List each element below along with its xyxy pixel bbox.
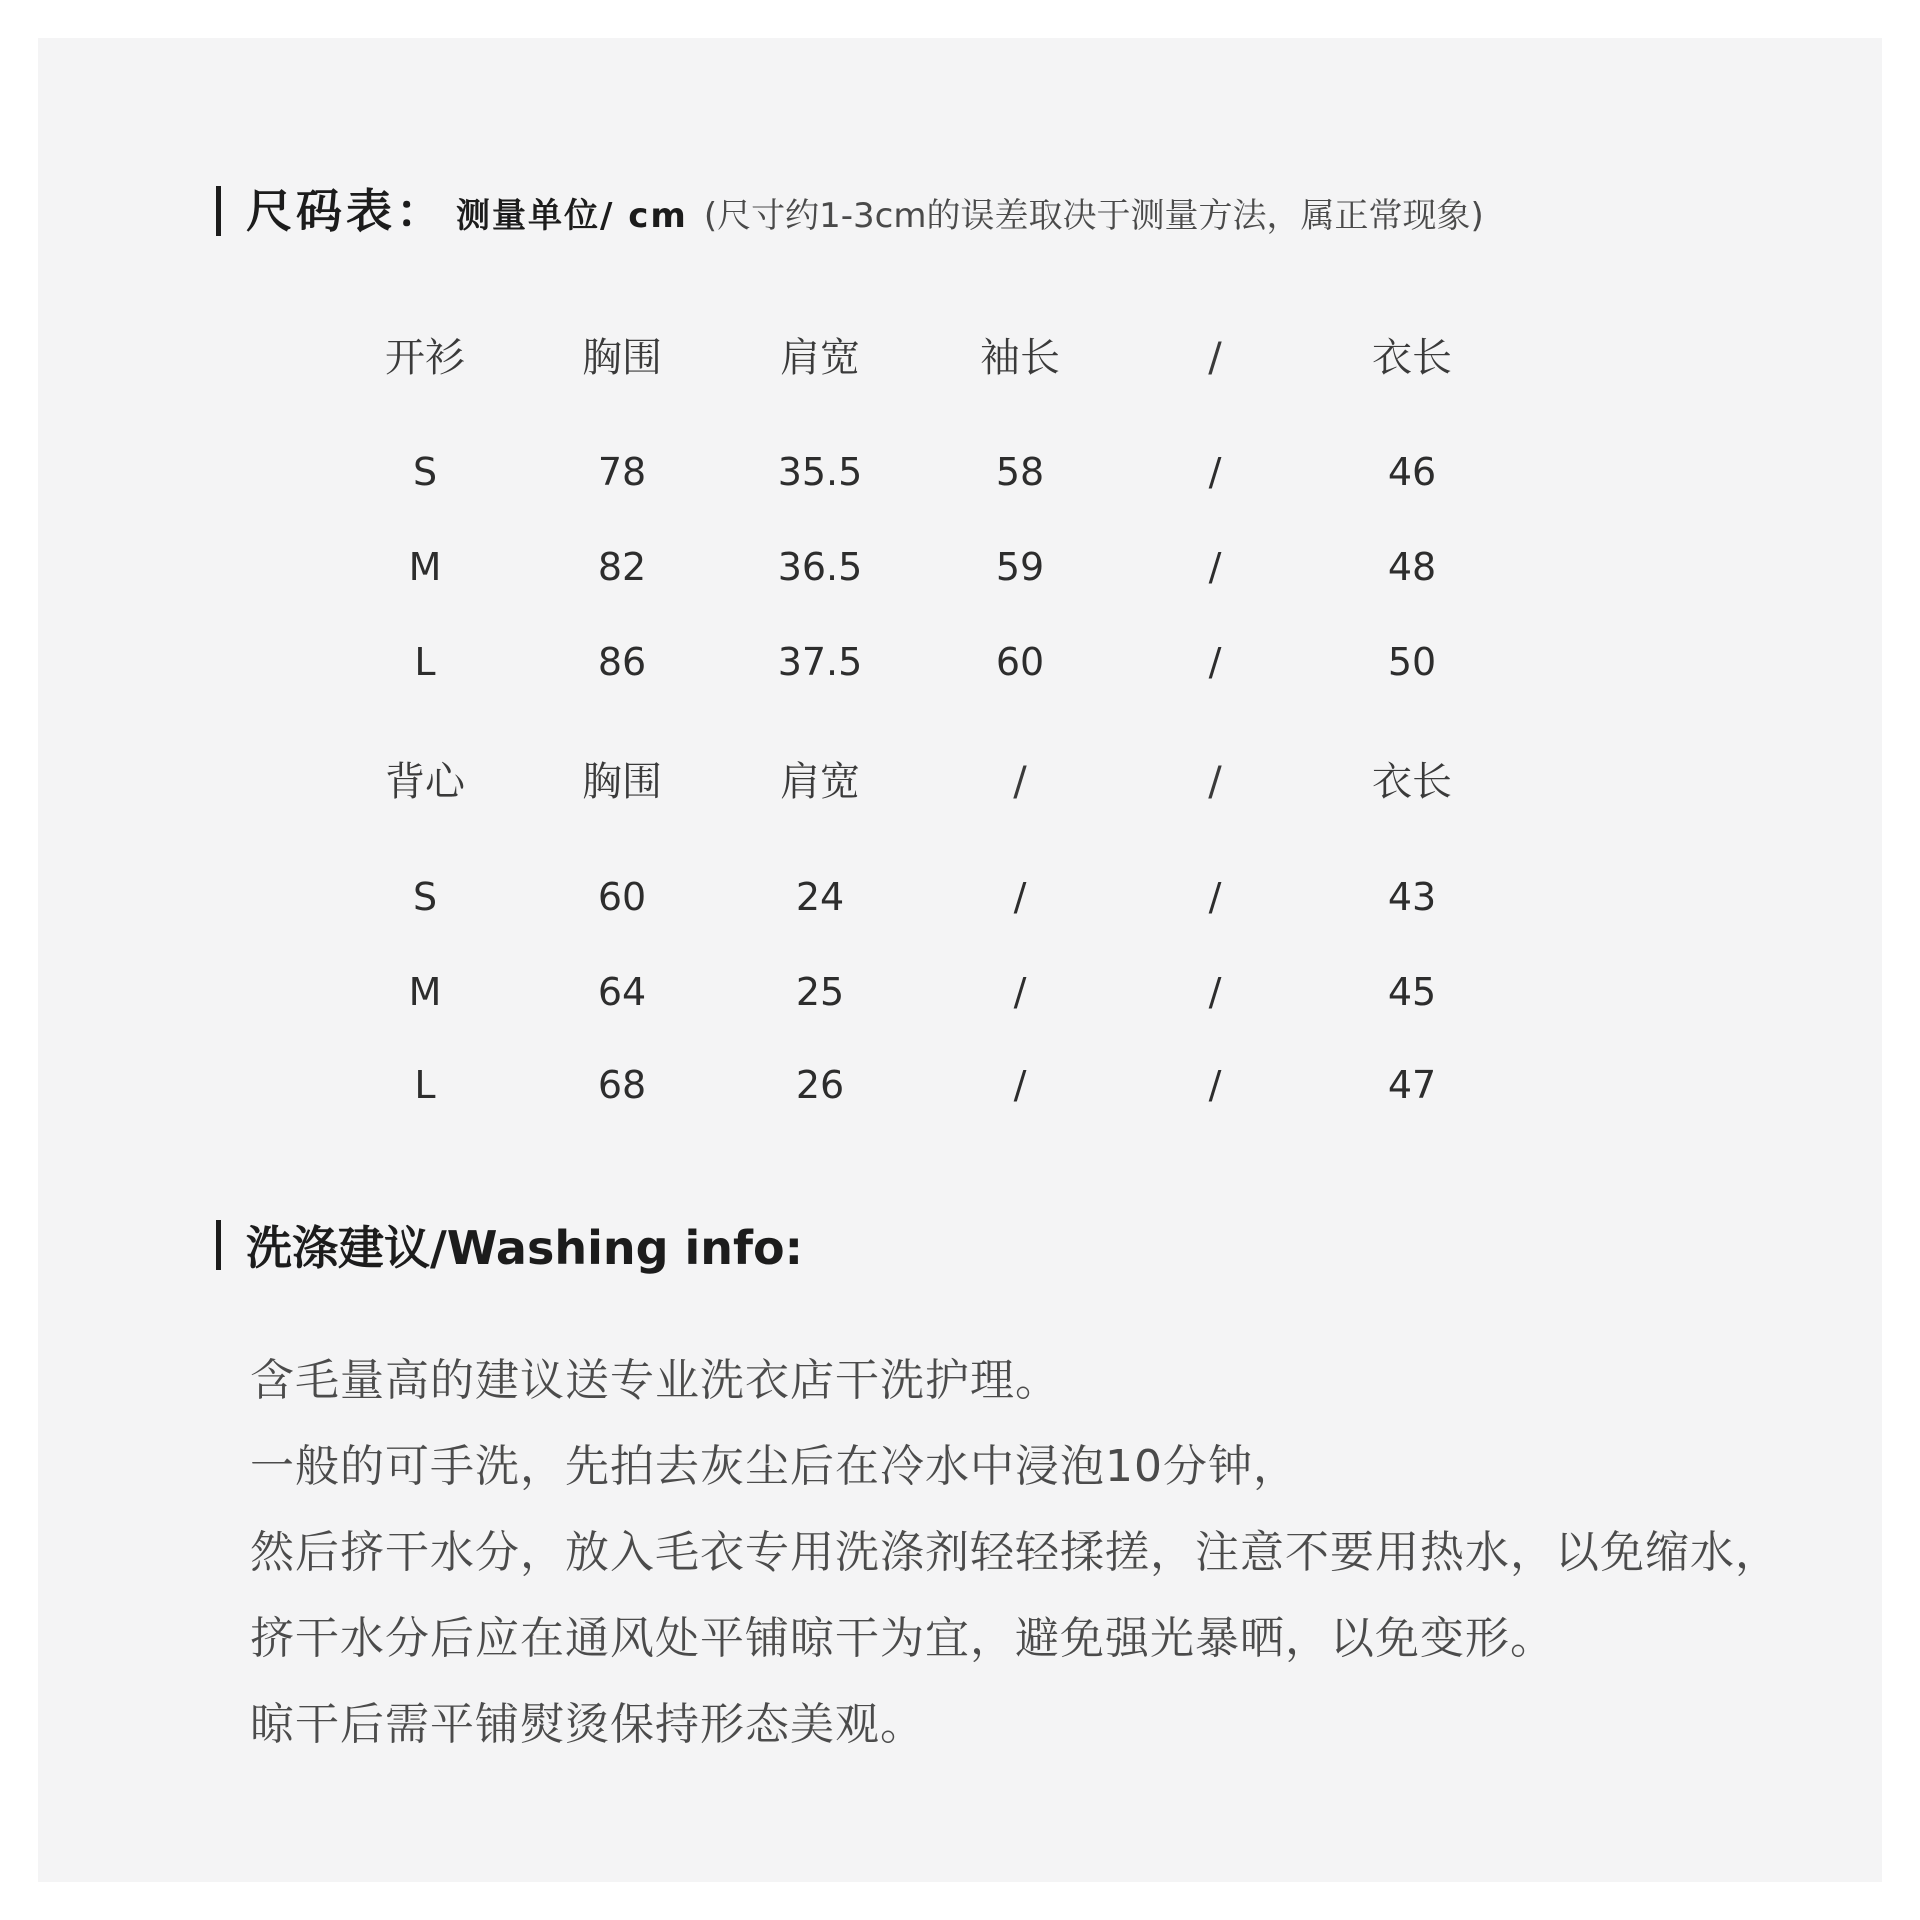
table-header-cell: 衣长 [1372, 759, 1452, 805]
table-cell: 35.5 [777, 450, 863, 494]
table-cell: 37.5 [777, 640, 863, 684]
table-cell: / [1208, 640, 1222, 684]
table-cell: 48 [1387, 545, 1437, 589]
table-cell: 43 [1387, 875, 1437, 919]
table-header-cell: 肩宽 [780, 335, 860, 381]
table-cell: 64 [597, 970, 647, 1014]
table-cell: 82 [597, 545, 647, 589]
table-cell: 47 [1387, 1063, 1437, 1107]
table-cell: M [408, 970, 442, 1014]
table-cell: 24 [795, 875, 845, 919]
table-cell: L [414, 640, 436, 684]
table-cell: / [1208, 1063, 1222, 1107]
size-chart-title: 尺码表： [246, 184, 446, 238]
table-cell: S [412, 875, 438, 919]
table-cell: 60 [995, 640, 1045, 684]
table-cell: / [1013, 1063, 1027, 1107]
table-cell: 36.5 [777, 545, 863, 589]
table-header-cell: 袖长 [980, 335, 1060, 381]
table-cell: M [408, 545, 442, 589]
table-header-cell: 胸围 [582, 759, 662, 805]
washing-line: 含毛量高的建议送专业洗衣店干洗护理。 [250, 1355, 1060, 1406]
table-cell: 45 [1387, 970, 1437, 1014]
table-header-cell: / [1208, 759, 1222, 805]
table-header-cell: 肩宽 [780, 759, 860, 805]
table-cell: 50 [1387, 640, 1437, 684]
table-cell: / [1208, 970, 1222, 1014]
table-header-cell: / [1208, 335, 1222, 381]
table-header-cell: 开衫 [385, 335, 465, 381]
table-cell: 58 [995, 450, 1045, 494]
table-header-cell: / [1013, 759, 1027, 805]
washing-title: 洗涤建议/Washing info: [246, 1221, 804, 1275]
table-cell: 25 [795, 970, 845, 1014]
washing-instructions [250, 1338, 1780, 1768]
table-cell: / [1208, 450, 1222, 494]
table-cell: / [1013, 875, 1027, 919]
table-cell: 26 [795, 1063, 845, 1107]
table-cell: 86 [597, 640, 647, 684]
size-chart-note: (尺寸约1-3cm的误差取决于测量方法，属正常现象) [703, 196, 1484, 236]
table-header-cell: 胸围 [582, 335, 662, 381]
table-cell: 60 [597, 875, 647, 919]
table-header-cell: 衣长 [1372, 335, 1452, 381]
size-chart-unit: 测量单位/ cm [456, 196, 688, 236]
washing-line: 一般的可手洗，先拍去灰尘后在冷水中浸泡10分钟， [250, 1441, 1298, 1492]
table-cell: 68 [597, 1063, 647, 1107]
washing-line: 晾干后需平铺熨烫保持形态美观。 [250, 1699, 925, 1750]
table-cell: S [412, 450, 438, 494]
washing-line: 然后挤干水分，放入毛衣专用洗涤剂轻轻揉搓，注意不要用热水，以免缩水， [250, 1527, 1780, 1578]
washing-header [216, 1212, 803, 1278]
table-cell: 78 [597, 450, 647, 494]
table-cell: / [1208, 545, 1222, 589]
table-cell: / [1208, 875, 1222, 919]
washing-line: 挤干水分后应在通风处平铺晾干为宜，避免强光暴晒，以免变形。 [250, 1613, 1555, 1664]
table-cell: / [1013, 970, 1027, 1014]
table-cell: L [414, 1063, 436, 1107]
table-header-cell: 背心 [385, 759, 465, 805]
table-cell: 59 [995, 545, 1045, 589]
table-cell: 46 [1387, 450, 1437, 494]
